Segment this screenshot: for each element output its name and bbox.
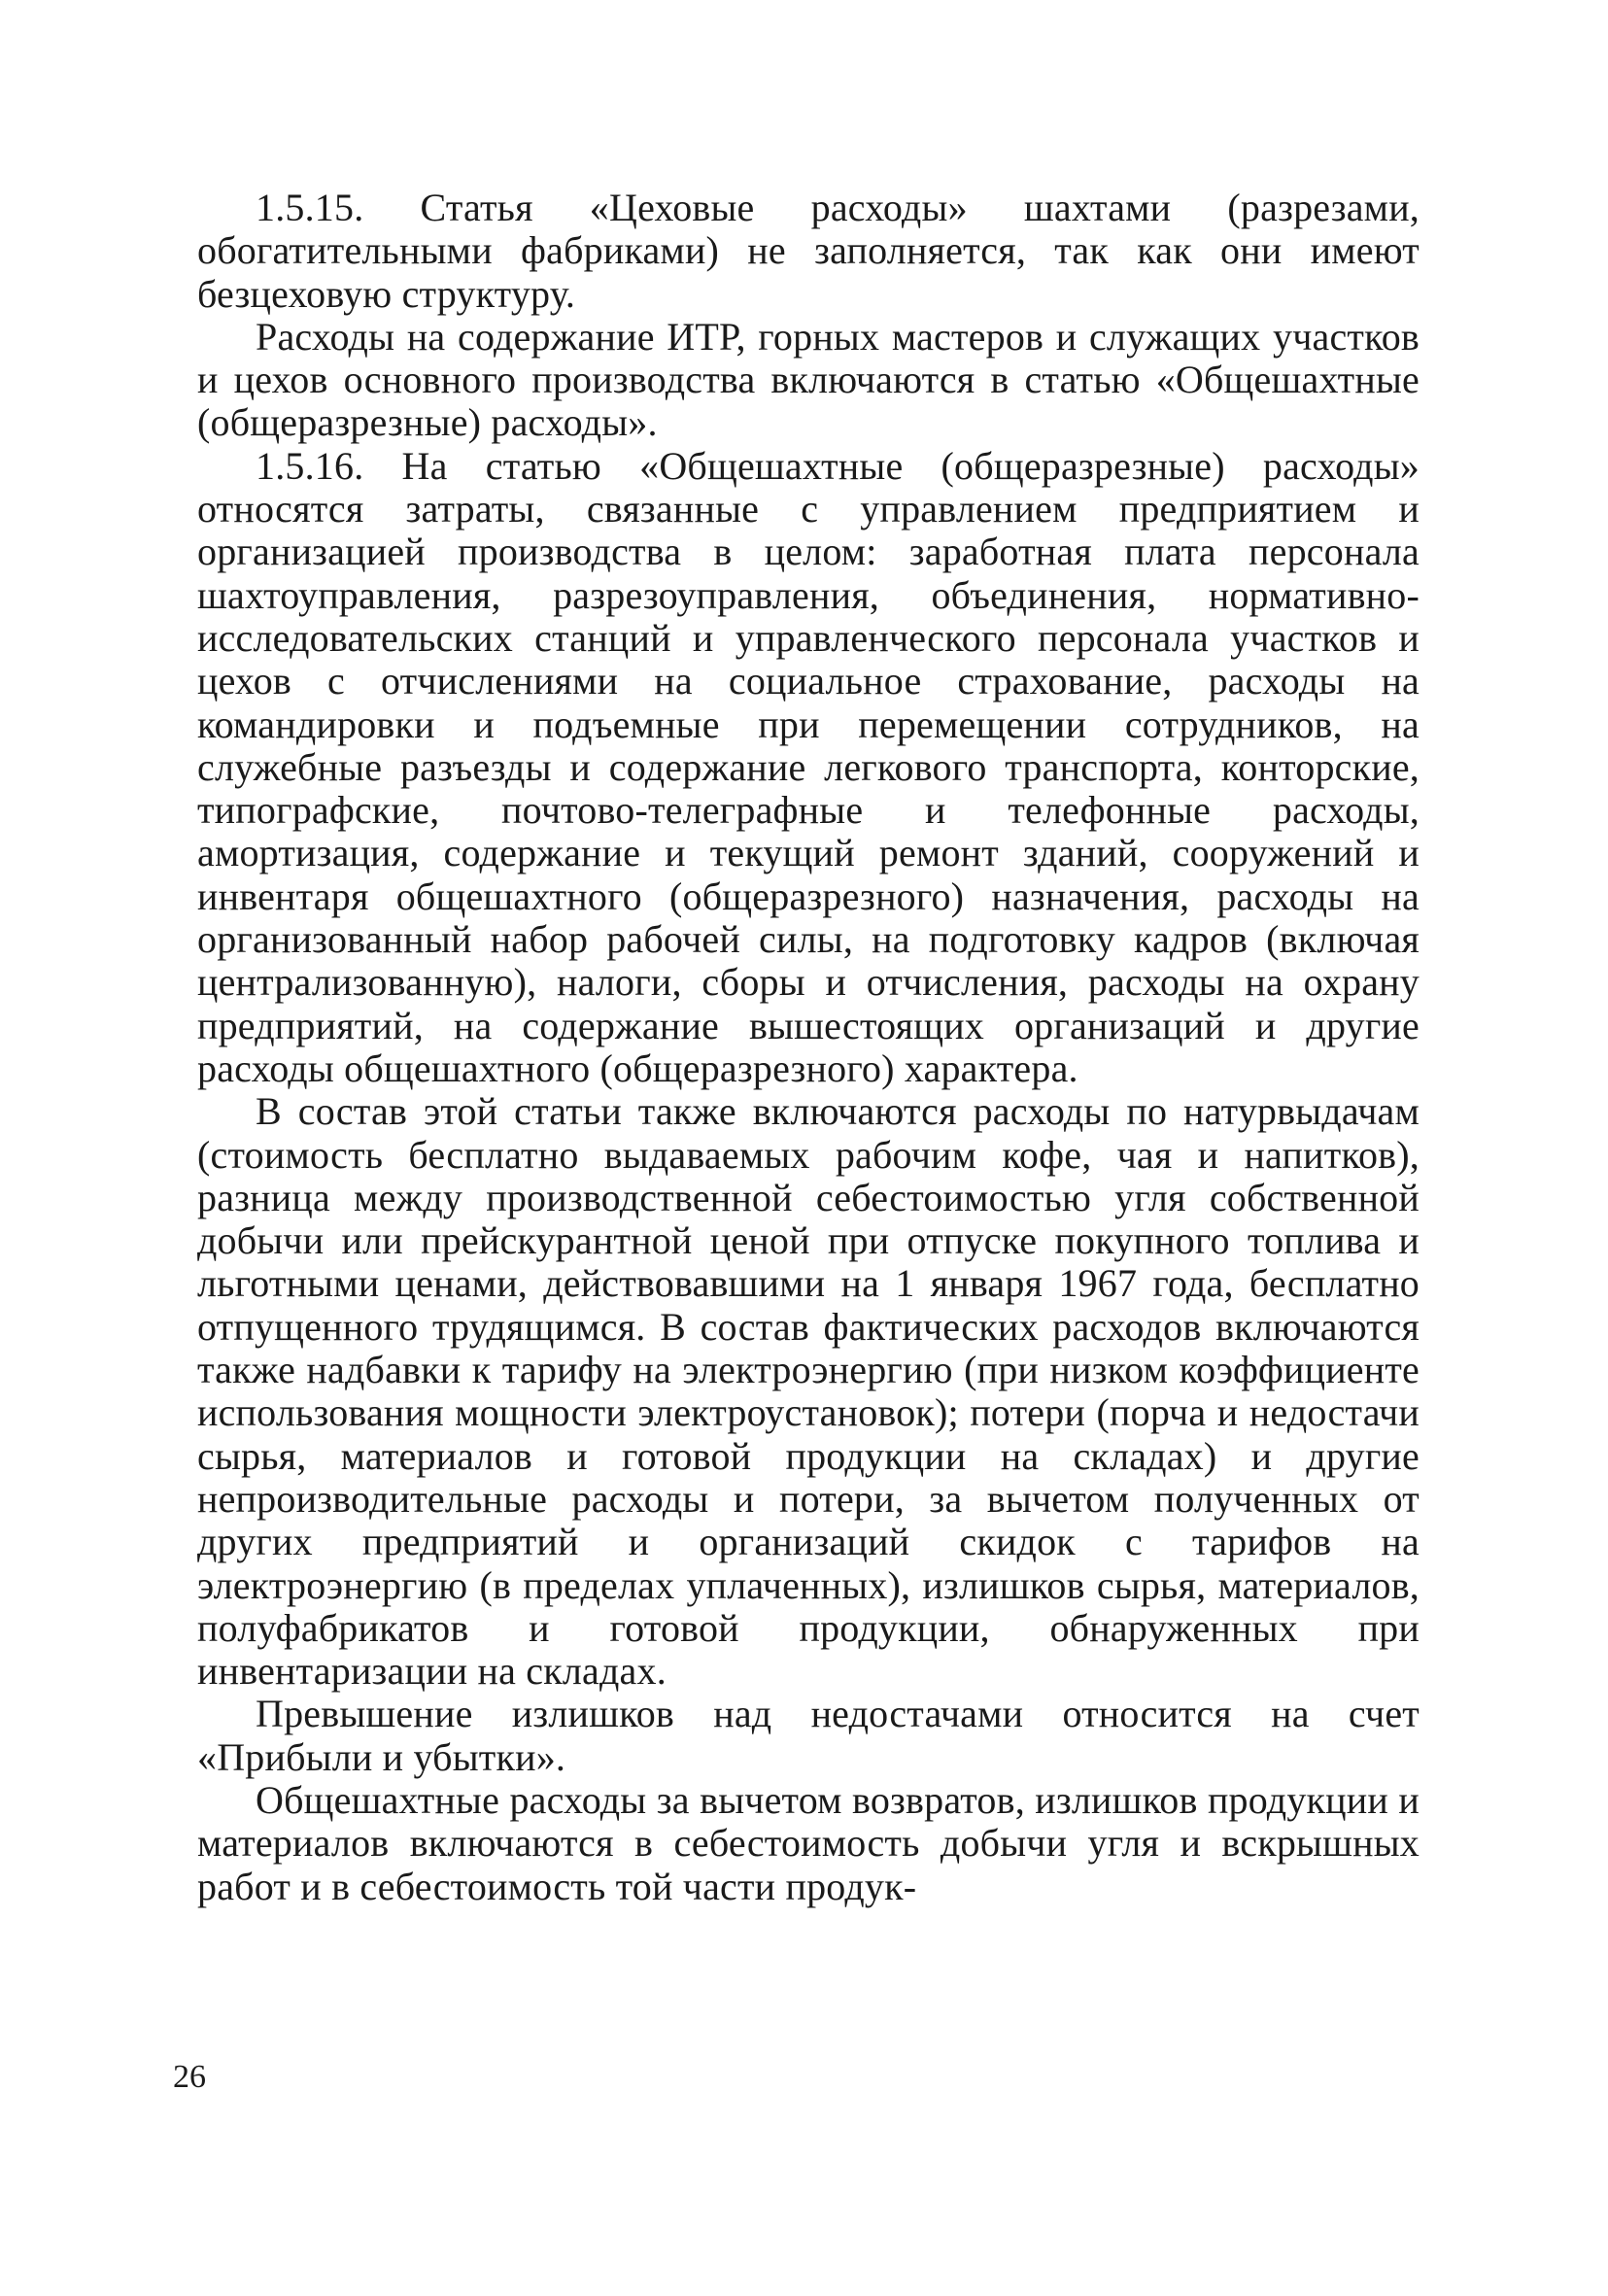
page-number: 26 (173, 2059, 206, 2095)
paragraph-surplus-excess: Превышение излишков над недостачами относится на счет «Прибыли и убытки». (197, 1692, 1420, 1779)
paragraph-1-5-15: 1.5.15. Статья «Цеховые расходы» шахтами (разрезами, обогатительными фабриками) не заполняется, так как они имеют безцеховую структуру. (197, 186, 1420, 316)
body-text (197, 187, 1420, 1908)
paragraph-article-composition: В состав этой статьи также включаются расходы по натурвыдачам (стоимость бесплатно выдаваемых рабочим кофе, чая и напитков), разница между производственной себестоимостью угля собственной добычи или прейскурантной ценой при отпуске покупного топлива и льготными ценами, действовавшими на 1 января 1967 года, бесплатно отпущенного трудящимся. В состав фактических расходов включаются также надбавки к тарифу на электроэнергию (при низком коэффициенте использования мощности электроустановок); потери (порча и недостачи сырья, материалов и готовой продукции на складах) и другие непроизводительные расходы и потери, за вычетом полученных от других предприятий и организаций скидок с тарифов на электроэнергию (в пределах уплаченных), излишков сырья, материалов, полуфабрикатов и готовой продукции, обнаруженных при инвентаризации на складах. (197, 1089, 1420, 1694)
paragraph-1-5-16: 1.5.16. На статью «Общешахтные (общеразрезные) расходы» относятся затраты, связанные с управлением предприятием и организацией производства в целом: заработная плата персонала шахтоуправления, разрезоуправления, объединения, нормативно-исследовательских станций и управленческого персонала участков и цехов с отчислениями на социальное страхование, расходы на командировки и подъемные при перемещении сотрудников, на служебные разъезды и содержание легкового транспорта, конторские, типографские, почтово-телеграфные и телефонные расходы, амортизация, содержание и текущий ремонт зданий, сооружений и инвентаря общешахтного (общеразрезного) назначения, расходы на организованный набор рабочей силы, на подготовку кадров (включая централизованную), налоги, сборы и отчисления, расходы на охрану предприятий, на содержание вышестоящих организаций и другие расходы общешахтного (общеразрезного) характера. (197, 443, 1420, 1090)
paragraph-itr-expenses: Расходы на содержание ИТР, горных мастеров и служащих участков и цехов основного производства включаются в статью «Общешахтные (общеразрезные) расходы». (197, 314, 1420, 445)
paragraph-mine-expenses: Общешахтные расходы за вычетом возвратов, излишков продукции и материалов включаются в себестоимость добычи угля и вскрышных работ и в себестоимость той части продук- (197, 1777, 1420, 1908)
